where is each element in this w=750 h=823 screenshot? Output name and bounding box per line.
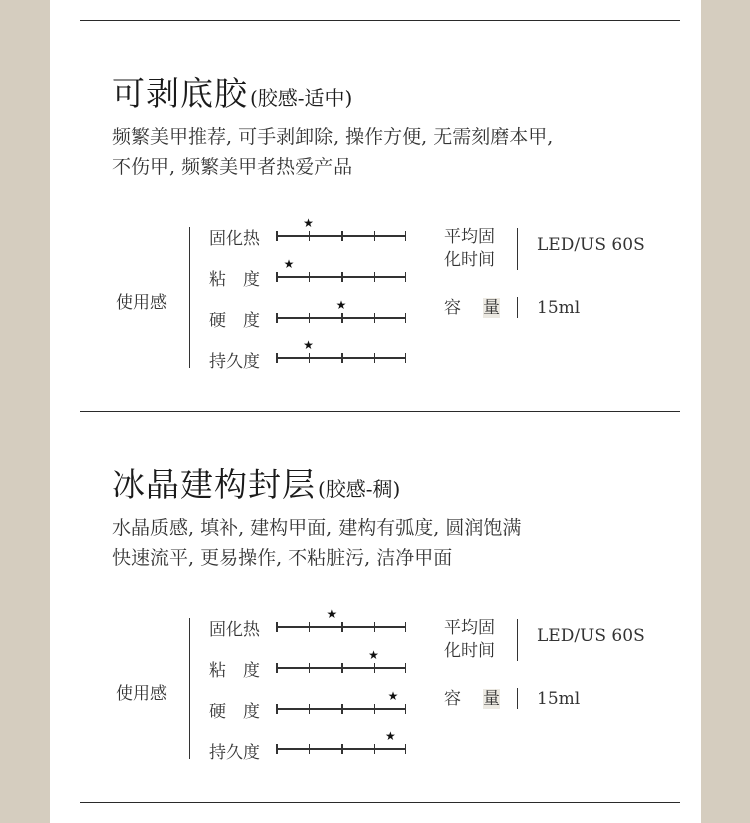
- rating-label-cure-heat: 固化热: [209, 620, 260, 640]
- product-name: 可剥底胶: [112, 74, 248, 113]
- spec-label-volume-a: 容: [444, 689, 461, 709]
- rating-tick: [374, 663, 376, 673]
- rating-tick: [341, 744, 343, 754]
- spec-label-volume: [444, 297, 500, 320]
- rating-tick: [276, 663, 278, 673]
- rating-tick: [374, 704, 376, 714]
- rating-tick: [405, 353, 407, 363]
- rating-tick: [309, 704, 311, 714]
- rating-tick: [374, 622, 376, 632]
- spec-label-line-1: 平均固: [444, 227, 495, 247]
- usage-label: 使用感: [116, 293, 167, 313]
- rating-tick: [374, 313, 376, 323]
- rating-tick: [309, 313, 311, 323]
- rating-star-marker: ★: [385, 729, 396, 743]
- rating-star-marker: ★: [283, 257, 295, 271]
- spec-divider-1: [517, 619, 518, 661]
- rating-tick: [341, 272, 343, 282]
- rating-track-cure-heat: [276, 216, 406, 241]
- rating-label-cure-heat: 固化热: [209, 229, 260, 249]
- rating-star-marker: ★: [326, 607, 338, 621]
- product-description: [112, 513, 521, 573]
- rating-star-marker: ★: [303, 338, 314, 352]
- rating-tick: [309, 622, 311, 632]
- rating-tick: [405, 272, 407, 282]
- product-subtitle: (胶感-稠): [318, 477, 401, 501]
- rating-tick: [341, 622, 343, 632]
- rating-tick: [276, 353, 278, 363]
- rating-tick: [405, 744, 407, 754]
- description-line-1: 水晶质感, 填补, 建构甲面, 建构有弧度, 圆润饱满: [112, 517, 522, 539]
- rating-tick: [405, 622, 407, 632]
- rating-track-cure-heat: [276, 607, 406, 632]
- spec-divider-2: [517, 688, 518, 709]
- rating-label-viscosity: 粘 度: [209, 270, 260, 290]
- usage-label: 使用感: [116, 684, 167, 704]
- rating-tick: [276, 744, 278, 754]
- rating-tick: [309, 272, 311, 282]
- rating-track-hardness: [276, 689, 406, 714]
- rating-tick: [276, 272, 278, 282]
- rating-star-marker: ★: [303, 216, 314, 230]
- rating-tick: [341, 663, 343, 673]
- spec-label-volume-b: 量: [483, 298, 500, 318]
- rating-tick: [374, 744, 376, 754]
- rating-tick: [341, 313, 343, 323]
- rating-tick: [374, 231, 376, 241]
- rating-star-marker: ★: [387, 689, 399, 703]
- spec-value-cure-time: LED/US 60S: [537, 235, 645, 255]
- product-name: 冰晶建构封层: [112, 465, 316, 504]
- rating-tick: [276, 313, 278, 323]
- rating-star-marker: ★: [368, 648, 379, 662]
- rating-track-durability: [276, 338, 406, 363]
- divider-middle: [80, 411, 680, 412]
- rating-tick: [276, 231, 278, 241]
- description-line-2: 不伤甲, 频繁美甲者热爱产品: [112, 156, 353, 178]
- product-subtitle: (胶感-适中): [250, 86, 353, 110]
- rating-tick: [405, 231, 407, 241]
- rating-tick: [309, 744, 311, 754]
- rating-label-hardness: 硬 度: [209, 702, 260, 722]
- spec-value-cure-time: LED/US 60S: [537, 626, 645, 646]
- spec-value-volume: 15ml: [537, 689, 581, 709]
- description-line-2: 快速流平, 更易操作, 不粘脏污, 洁净甲面: [112, 547, 453, 569]
- rating-tick: [405, 704, 407, 714]
- product-title: [112, 68, 352, 115]
- rating-tick: [341, 231, 343, 241]
- usage-divider: [189, 227, 190, 368]
- spec-label-line-1: 平均固: [444, 618, 495, 638]
- rating-tick: [309, 231, 311, 241]
- rating-tick: [405, 663, 407, 673]
- rating-tick: [309, 663, 311, 673]
- spec-divider-2: [517, 297, 518, 318]
- rating-tick: [405, 313, 407, 323]
- rating-tick: [374, 272, 376, 282]
- rating-tick: [276, 622, 278, 632]
- rating-tick: [276, 704, 278, 714]
- rating-label-viscosity: 粘 度: [209, 661, 260, 681]
- rating-label-hardness: 硬 度: [209, 311, 260, 331]
- spec-value-volume: 15ml: [537, 298, 581, 318]
- rating-tick: [374, 353, 376, 363]
- rating-track-durability: [276, 729, 406, 754]
- rating-tick: [341, 704, 343, 714]
- rating-tick: [309, 353, 311, 363]
- spec-label-line-2: 化时间: [444, 250, 495, 270]
- rating-label-durability: 持久度: [209, 352, 260, 372]
- rating-track-viscosity: [276, 257, 406, 282]
- spec-divider-1: [517, 228, 518, 270]
- rating-star-marker: ★: [335, 298, 347, 312]
- spec-label-volume-a: 容: [444, 298, 461, 318]
- spec-label-cure-time: [444, 617, 495, 663]
- product-title: [112, 459, 400, 506]
- spec-label-volume-b: 量: [483, 689, 500, 709]
- spec-label-volume: [444, 688, 500, 711]
- product-page: [50, 0, 701, 823]
- spec-label-cure-time: [444, 226, 495, 272]
- usage-divider: [189, 618, 190, 759]
- rating-tick: [341, 353, 343, 363]
- rating-label-durability: 持久度: [209, 743, 260, 763]
- product-description: [112, 122, 553, 182]
- rating-track-hardness: [276, 298, 406, 323]
- divider-top: [80, 20, 680, 21]
- divider-bottom: [80, 802, 680, 803]
- description-line-1: 频繁美甲推荐, 可手剥卸除, 操作方便, 无需刻磨本甲,: [112, 126, 554, 148]
- rating-track-viscosity: [276, 648, 406, 673]
- spec-label-line-2: 化时间: [444, 641, 495, 661]
